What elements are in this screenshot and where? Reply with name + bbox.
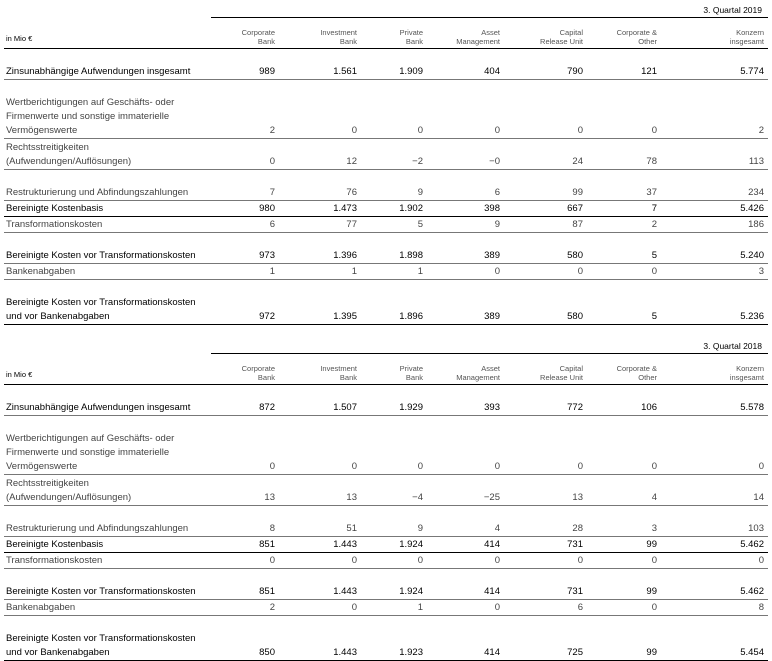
cell-private-bank: 1.896 xyxy=(399,311,423,322)
cell-asset-management: 0 xyxy=(494,555,500,566)
row-label: Zinsunabhängige Aufwendungen insgesamt xyxy=(6,402,191,413)
cell-corporate-other: 99 xyxy=(646,539,657,550)
cell-konzern-insgesamt: 186 xyxy=(748,219,764,230)
cell-corporate-other: 106 xyxy=(641,402,657,413)
total-noninterest-expenses-row xyxy=(4,385,768,416)
cell-asset-management: 389 xyxy=(484,250,500,261)
cell-asset-management: 0 xyxy=(494,266,500,277)
cell-corporate-other: 0 xyxy=(651,266,657,277)
col-header-corporate-other: Corporate & Other xyxy=(616,364,657,382)
restructuring-row xyxy=(4,506,768,537)
cell-asset-management: 414 xyxy=(484,539,500,550)
period-header xyxy=(4,340,768,354)
cell-investment-bank: 0 xyxy=(351,125,357,136)
cell-corporate-bank: 7 xyxy=(269,187,275,198)
cell-private-bank: 1.929 xyxy=(399,402,423,413)
cell-investment-bank: 1.473 xyxy=(333,203,357,214)
cell-capital-release-unit: 0 xyxy=(577,555,583,566)
cell-capital-release-unit: 667 xyxy=(567,203,583,214)
cell-corporate-bank: 2 xyxy=(269,602,275,613)
cell-corporate-other: 121 xyxy=(641,66,657,77)
cell-konzern-insgesamt: 5.578 xyxy=(740,402,764,413)
cell-konzern-insgesamt: 5.236 xyxy=(740,311,764,322)
cell-capital-release-unit: 790 xyxy=(567,66,583,77)
col-header-corporate-other: Corporate & Other xyxy=(616,28,657,46)
row-label: Bereinigte Kostenbasis xyxy=(6,203,104,214)
cell-corporate-other: 78 xyxy=(646,156,657,167)
cell-corporate-bank: 0 xyxy=(269,555,275,566)
row-label: Zinsunabhängige Aufwendungen insgesamt xyxy=(6,66,191,77)
cell-asset-management: 414 xyxy=(484,647,500,658)
cell-corporate-bank: 6 xyxy=(269,219,275,230)
cell-asset-management: 398 xyxy=(484,203,500,214)
cell-capital-release-unit: 0 xyxy=(577,461,583,472)
col-header-corporate-bank: Corporate Bank xyxy=(241,28,275,46)
cell-asset-management: 0 xyxy=(494,125,500,136)
adjusted-costs-ex-transformation-row xyxy=(4,233,768,264)
unit-label: in Mio € xyxy=(6,370,33,379)
col-header-asset-management: Asset Management xyxy=(456,364,500,382)
adjusted-costs-ex-transformation-row xyxy=(4,569,768,600)
cell-capital-release-unit: 772 xyxy=(567,402,583,413)
col-header-capital-release-unit: Capital Release Unit xyxy=(540,364,583,382)
cell-corporate-bank: 989 xyxy=(259,66,275,77)
row-label: Bereinigte Kosten vor Transformationskosten xyxy=(6,586,196,597)
cell-private-bank: 1 xyxy=(417,266,423,277)
cell-konzern-insgesamt: 5.462 xyxy=(740,539,764,550)
cell-asset-management: 393 xyxy=(484,402,500,413)
adjusted-costs-ex-transformation-levies-row xyxy=(4,280,768,325)
column-header-row xyxy=(4,18,768,49)
row-label: Rechtsstreitigkeiten (Aufwendungen/Auflösungen) xyxy=(6,478,132,503)
cell-private-bank: 0 xyxy=(417,461,423,472)
cell-corporate-bank: 8 xyxy=(269,523,275,534)
row-label: Bereinigte Kosten vor Transformationskosten und vor Bankenabgaben xyxy=(6,297,196,322)
cell-capital-release-unit: 0 xyxy=(577,266,583,277)
column-header-row xyxy=(4,354,768,385)
cell-capital-release-unit: 28 xyxy=(572,523,583,534)
transformation-costs-row xyxy=(4,217,768,233)
cell-konzern-insgesamt: 234 xyxy=(748,187,764,198)
cell-corporate-bank: 851 xyxy=(259,586,275,597)
row-label: Bankenabgaben xyxy=(6,602,76,613)
cell-corporate-other: 0 xyxy=(651,461,657,472)
cell-corporate-bank: 0 xyxy=(269,156,275,167)
cell-investment-bank: 1.443 xyxy=(333,647,357,658)
period-label: 3. Quartal 2019 xyxy=(703,5,762,15)
adjusted-costs-ex-transformation-levies-row xyxy=(4,616,768,661)
row-label: Restrukturierung und Abfindungszahlungen xyxy=(6,187,189,198)
cell-private-bank: 1.924 xyxy=(399,586,423,597)
cell-investment-bank: 1.507 xyxy=(333,402,357,413)
cell-corporate-other: 0 xyxy=(651,602,657,613)
col-header-asset-management: Asset Management xyxy=(456,28,500,46)
cell-konzern-insgesamt: 5.240 xyxy=(740,250,764,261)
row-label: Bereinigte Kosten vor Transformationskosten und vor Bankenabgaben xyxy=(6,633,196,658)
row-label: Transformationskosten xyxy=(6,219,103,230)
cell-asset-management: 404 xyxy=(484,66,500,77)
cell-private-bank: 1.923 xyxy=(399,647,423,658)
col-header-private-bank: Private Bank xyxy=(399,28,423,46)
col-header-konzern-insgesamt: Konzern insgesamt xyxy=(729,28,764,46)
row-label: Bankenabgaben xyxy=(6,266,76,277)
cell-corporate-other: 0 xyxy=(651,125,657,136)
cell-corporate-bank: 973 xyxy=(259,250,275,261)
col-header-corporate-bank: Corporate Bank xyxy=(241,364,275,382)
cell-capital-release-unit: 731 xyxy=(567,539,583,550)
cell-asset-management: 414 xyxy=(484,586,500,597)
cell-private-bank: 1.898 xyxy=(399,250,423,261)
cell-corporate-bank: 850 xyxy=(259,647,275,658)
cell-private-bank: −4 xyxy=(412,492,423,503)
cell-asset-management: 4 xyxy=(494,523,500,534)
cell-konzern-insgesamt: 5.454 xyxy=(740,647,764,658)
cost-table-q3-2019 xyxy=(4,4,768,325)
cell-capital-release-unit: 99 xyxy=(572,187,583,198)
impairment-goodwill-row xyxy=(4,416,768,475)
col-header-capital-release-unit: Capital Release Unit xyxy=(540,28,583,46)
cell-corporate-other: 5 xyxy=(651,311,657,322)
cell-private-bank: 1.924 xyxy=(399,539,423,550)
cell-private-bank: 1.902 xyxy=(399,203,423,214)
unit-label: in Mio € xyxy=(6,34,33,43)
total-noninterest-expenses-row xyxy=(4,49,768,80)
bank-levies-row xyxy=(4,600,768,616)
cell-asset-management: −25 xyxy=(483,492,500,503)
cell-capital-release-unit: 731 xyxy=(567,586,583,597)
cell-asset-management: 9 xyxy=(494,219,500,230)
cell-corporate-other: 5 xyxy=(651,250,657,261)
cell-investment-bank: 1.396 xyxy=(333,250,357,261)
row-label: Restrukturierung und Abfindungszahlungen xyxy=(6,523,189,534)
cell-corporate-other: 99 xyxy=(646,647,657,658)
cell-capital-release-unit: 24 xyxy=(572,156,583,167)
row-label: Rechtsstreitigkeiten (Aufwendungen/Auflösungen) xyxy=(6,142,132,167)
cell-corporate-bank: 872 xyxy=(259,402,275,413)
cell-investment-bank: 51 xyxy=(346,523,357,534)
cell-konzern-insgesamt: 0 xyxy=(758,461,764,472)
cell-corporate-bank: 13 xyxy=(264,492,275,503)
row-label: Bereinigte Kostenbasis xyxy=(6,539,104,550)
cell-private-bank: 1.909 xyxy=(399,66,423,77)
cell-capital-release-unit: 6 xyxy=(577,602,583,613)
cost-table-q3-2018 xyxy=(4,340,768,661)
row-label: Wertberichtigungen auf Geschäfts- oder Firmenwerte und sonstige immaterielle Vermögenswerte xyxy=(6,433,175,472)
cell-konzern-insgesamt: 0 xyxy=(758,555,764,566)
cell-konzern-insgesamt: 8 xyxy=(758,602,764,613)
cell-konzern-insgesamt: 103 xyxy=(748,523,764,534)
col-header-konzern-insgesamt: Konzern insgesamt xyxy=(729,364,764,382)
cell-private-bank: 9 xyxy=(417,187,423,198)
restructuring-row xyxy=(4,170,768,201)
cell-asset-management: 0 xyxy=(494,461,500,472)
cell-corporate-bank: 972 xyxy=(259,311,275,322)
cell-corporate-other: 0 xyxy=(651,555,657,566)
cell-corporate-bank: 851 xyxy=(259,539,275,550)
adjusted-cost-base-row xyxy=(4,537,768,553)
cell-corporate-bank: 0 xyxy=(269,461,275,472)
cell-private-bank: 0 xyxy=(417,125,423,136)
cell-capital-release-unit: 13 xyxy=(572,492,583,503)
cell-konzern-insgesamt: 113 xyxy=(748,156,764,167)
cell-private-bank: 5 xyxy=(417,219,423,230)
litigation-row xyxy=(4,139,768,170)
col-header-investment-bank: Investment Bank xyxy=(320,364,357,382)
cell-corporate-bank: 1 xyxy=(269,266,275,277)
cell-private-bank: 9 xyxy=(417,523,423,534)
transformation-costs-row xyxy=(4,553,768,569)
cell-private-bank: 1 xyxy=(417,602,423,613)
cell-investment-bank: 76 xyxy=(346,187,357,198)
row-label: Bereinigte Kosten vor Transformationskosten xyxy=(6,250,196,261)
col-header-investment-bank: Investment Bank xyxy=(320,28,357,46)
period-label: 3. Quartal 2018 xyxy=(703,341,762,351)
col-header-private-bank: Private Bank xyxy=(399,364,423,382)
cell-capital-release-unit: 580 xyxy=(567,250,583,261)
cell-investment-bank: 1.443 xyxy=(333,539,357,550)
cell-asset-management: 0 xyxy=(494,602,500,613)
cell-corporate-other: 7 xyxy=(651,203,657,214)
cell-konzern-insgesamt: 2 xyxy=(758,125,764,136)
cell-investment-bank: 13 xyxy=(346,492,357,503)
cell-corporate-other: 4 xyxy=(651,492,657,503)
cell-corporate-other: 3 xyxy=(651,523,657,534)
litigation-row xyxy=(4,475,768,506)
cell-investment-bank: 1.395 xyxy=(333,311,357,322)
cell-capital-release-unit: 87 xyxy=(572,219,583,230)
cell-corporate-bank: 980 xyxy=(259,203,275,214)
cell-asset-management: 389 xyxy=(484,311,500,322)
cell-corporate-bank: 2 xyxy=(269,125,275,136)
cell-investment-bank: 12 xyxy=(346,156,357,167)
cell-private-bank: −2 xyxy=(412,156,423,167)
cell-investment-bank: 1 xyxy=(351,266,357,277)
cell-investment-bank: 0 xyxy=(351,555,357,566)
cell-corporate-other: 99 xyxy=(646,586,657,597)
cell-konzern-insgesamt: 5.462 xyxy=(740,586,764,597)
cell-corporate-other: 37 xyxy=(646,187,657,198)
cell-capital-release-unit: 725 xyxy=(567,647,583,658)
period-header xyxy=(4,4,768,18)
cell-investment-bank: 1.561 xyxy=(333,66,357,77)
cell-private-bank: 0 xyxy=(417,555,423,566)
cell-asset-management: 6 xyxy=(494,187,500,198)
cell-investment-bank: 0 xyxy=(351,602,357,613)
cell-capital-release-unit: 580 xyxy=(567,311,583,322)
bank-levies-row xyxy=(4,264,768,280)
cell-asset-management: −0 xyxy=(489,156,500,167)
impairment-goodwill-row xyxy=(4,80,768,139)
adjusted-cost-base-row xyxy=(4,201,768,217)
cell-corporate-other: 2 xyxy=(651,219,657,230)
cell-investment-bank: 0 xyxy=(351,461,357,472)
cell-capital-release-unit: 0 xyxy=(577,125,583,136)
cell-investment-bank: 77 xyxy=(346,219,357,230)
cell-konzern-insgesamt: 5.774 xyxy=(740,66,764,77)
cell-konzern-insgesamt: 3 xyxy=(758,266,764,277)
cell-investment-bank: 1.443 xyxy=(333,586,357,597)
cell-konzern-insgesamt: 14 xyxy=(753,492,764,503)
cell-konzern-insgesamt: 5.426 xyxy=(740,203,764,214)
row-label: Transformationskosten xyxy=(6,555,103,566)
row-label: Wertberichtigungen auf Geschäfts- oder Firmenwerte und sonstige immaterielle Vermögenswerte xyxy=(6,97,175,136)
